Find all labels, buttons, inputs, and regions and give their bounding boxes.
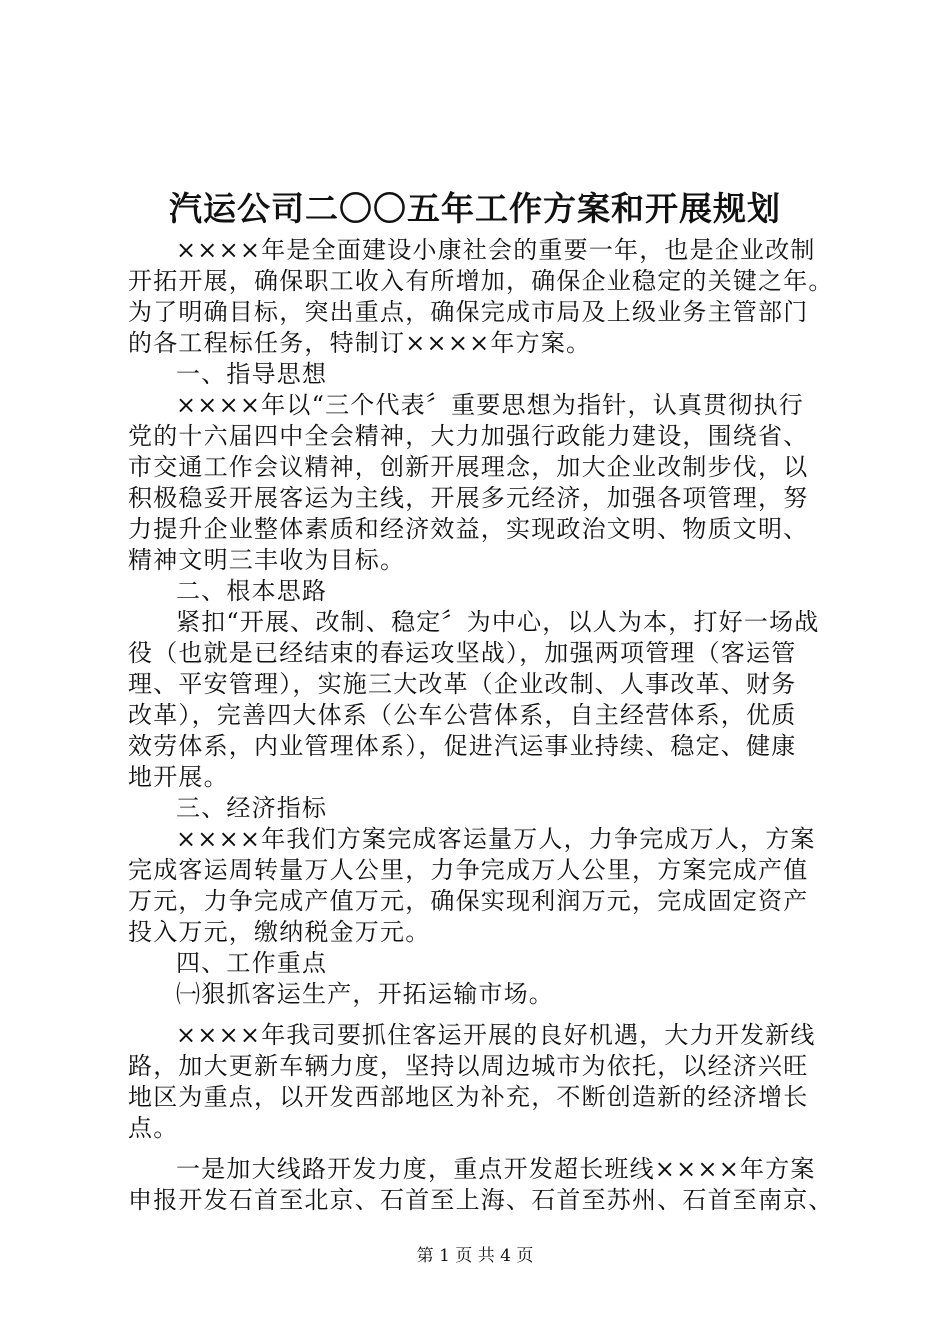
document-title: 汽运公司二〇〇五年工作方案和开展规划: [169, 189, 781, 228]
subsection-heading: ㈠狠抓客运生产，开拓运输市场。: [176, 980, 554, 1008]
section-heading: 一、指导思想: [176, 360, 328, 388]
body-line: ××××年是全面建设小康社会的重要一年，也是企业改制: [176, 236, 816, 264]
body-line: 点。: [128, 1114, 179, 1142]
body-line: ××××年我们方案完成客运量万人，力争完成万人，方案: [176, 825, 816, 853]
body-line: 紧扣“开展、改制、稳定〞为中心，以人为本，打好一场战: [176, 608, 820, 636]
body-line: 役（也就是已经结束的春运攻坚战），加强两项管理（客运管: [128, 639, 797, 667]
body-line: 市交通工作会议精神，创新开展理念，加大企业改制步伐，以: [128, 453, 809, 481]
body-line: 投入万元，缴纳税金万元。: [128, 918, 431, 946]
body-line: 党的十六届四中全会精神，大力加强行政能力建设，围绕省、: [128, 422, 809, 450]
body-line: ××××年我司要抓住客运开展的良好机遇，大力开发新线: [176, 1021, 816, 1049]
body-line: 地区为重点，以开发西部地区为补充，不断创造新的经济增长: [128, 1083, 809, 1111]
body-line: 理、平安管理），实施三大改革（企业改制、人事改革、财务: [128, 670, 797, 698]
body-line: ××××年以“三个代表〞重要思想为指针，认真贯彻执行: [176, 391, 804, 419]
body-line: 为了明确目标，突出重点，确保完成市局及上级业务主管部门: [128, 298, 809, 326]
body-line: 万元，力争完成产值万元，确保实现利润万元，完成固定资产: [128, 887, 809, 915]
body-line: 地开展。: [128, 763, 229, 791]
body-line: 的各工程标任务，特制订××××年方案。: [128, 329, 592, 357]
page-footer: [0, 1244, 950, 1268]
document-body: [128, 235, 848, 1216]
body-line: 申报开发石首至北京、石首至上海、石首至苏州、石首至南京、: [128, 1186, 834, 1214]
section-heading: 三、经济指标: [176, 794, 328, 822]
body-line: 开拓开展，确保职工收入有所增加，确保企业稳定的关键之年。: [128, 267, 834, 295]
body-line: 精神文明三丰收为目标。: [128, 546, 406, 574]
body-line: 效劳体系，内业管理体系），促进汽运事业持续、稳定、健康: [128, 732, 797, 760]
body-line: 完成客运周转量万人公里，力争完成万人公里，方案完成产值: [128, 856, 809, 884]
body-line: 力提升企业整体素质和经济效益，实现政治文明、物质文明、: [128, 515, 809, 543]
body-line: 积极稳妥开展客运为主线，开展多元经济，加强各项管理，努: [128, 484, 809, 512]
page-number: 第 1 页 共 4 页: [416, 1246, 534, 1266]
section-heading: 四、工作重点: [176, 949, 328, 977]
body-line: 改革），完善四大体系（公车公营体系，自主经营体系，优质: [128, 701, 797, 729]
section-heading: 二、根本思路: [176, 577, 328, 605]
body-line: 一是加大线路开发力度，重点开发超长班线××××年方案: [176, 1155, 816, 1183]
body-line: 路，加大更新车辆力度，坚持以周边城市为依托，以经济兴旺: [128, 1052, 809, 1080]
